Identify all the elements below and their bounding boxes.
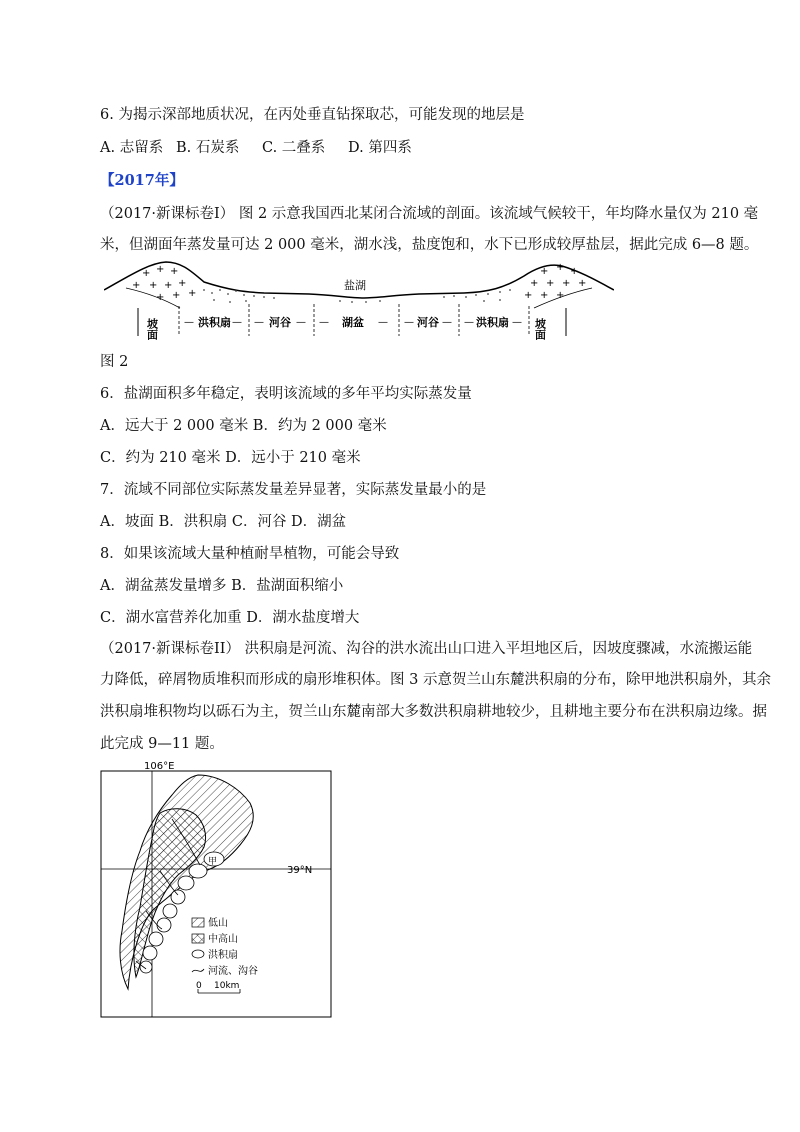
longitude-label: 106°E: [144, 761, 175, 772]
passage2-line4: 此完成 9—11 题。: [100, 736, 224, 752]
segment-label: 洪积扇: [476, 316, 509, 329]
segment-label: 坡面: [145, 318, 159, 340]
svg-text:+: +: [170, 266, 179, 277]
legend-alluvial-fan: 洪积扇: [208, 950, 238, 961]
svg-text:—: —: [464, 317, 474, 328]
svg-text:+: +: [556, 262, 565, 273]
section-header: 【2017年】: [100, 172, 184, 189]
question-8-stem: 8．如果该流域大量种植耐旱植物，可能会导致: [100, 546, 400, 562]
passage2-line3: 洪积扇堆积物均以砾石为主，贺兰山东麓南部大多数洪积扇耕地较少，且耕地主要分布在洪积扇边缘。据: [100, 704, 767, 720]
question-8-options-1: A．湖盆蒸发量增多 B．盐湖面积缩小: [100, 578, 344, 594]
scale-zero: 0: [196, 981, 202, 991]
question-6b-stem: 6．盐湖面积多年稳定，表明该流域的多年平均实际蒸发量: [100, 386, 472, 402]
svg-text:+: +: [530, 278, 539, 289]
legend-low-mountain: 低山: [208, 918, 228, 929]
option-a: A. 志留系: [100, 140, 164, 156]
latitude-label: 39°N: [287, 865, 313, 876]
question-7-stem: 7．流域不同部位实际蒸发量差异显著，实际蒸发量最小的是: [100, 482, 487, 498]
passage2-line2: 力降低，碎屑物质堆积而形成的扇形堆积体。图 3 示意贺兰山东麓洪积扇的分布，除甲地洪积扇外，其余: [100, 672, 771, 688]
segment-label: 湖盆: [342, 316, 364, 329]
place-jia: 甲: [208, 857, 218, 867]
svg-text:—: —: [512, 317, 522, 328]
passage2-line1: （2017·新课标卷II） 洪积扇是河流、沟谷的洪水流出山口进入平坦地区后，因坡度骤减，水流搬运能: [100, 641, 753, 657]
bedrock-pattern-right: [524, 262, 586, 301]
scale-distance: 10km: [214, 981, 240, 991]
svg-text:+: +: [546, 278, 555, 289]
svg-text:+: +: [178, 278, 187, 289]
segment-label: 河谷: [269, 316, 291, 329]
svg-text:+: +: [142, 268, 151, 279]
svg-text:+: +: [172, 290, 181, 301]
svg-text:+: +: [570, 266, 579, 277]
question-6b-options-1: A．远大于 2 000 毫米 B．约为 2 000 毫米: [100, 418, 387, 434]
question-8-options-2: C．湖水富营养化加重 D．湖水盐度增大: [100, 610, 360, 626]
question-6b-options-2: C．约为 210 毫米 D．远小于 210 毫米: [100, 450, 361, 466]
passage1-line1: （2017·新课标卷I） 图 2 示意我国西北某闭合流域的剖面。该流域气候较干，年均降水量仅为 210 毫: [100, 206, 759, 222]
svg-text:+: +: [156, 264, 165, 275]
legend-river-gully: 河流、沟谷: [208, 966, 258, 977]
svg-text:+: +: [149, 280, 158, 291]
svg-text:+: +: [540, 266, 549, 277]
question-6a-options: [100, 136, 412, 157]
option-c: C. 二叠系: [262, 140, 326, 156]
svg-text:+: +: [540, 290, 549, 301]
svg-text:—: —: [319, 317, 329, 328]
svg-text:—: —: [296, 317, 306, 328]
svg-text:+: +: [188, 288, 197, 299]
svg-text:+: +: [156, 292, 165, 303]
figure-2-cross-section: [104, 260, 614, 340]
passage1-line2: 米，但湖面年蒸发量可达 2 000 毫米，湖水浅，盐度饱和，水下已形成较厚盐层，据此完成 6—8 题。: [100, 237, 759, 253]
svg-text:+: +: [556, 290, 565, 301]
svg-text:+: +: [524, 290, 533, 301]
svg-text:—: —: [404, 317, 414, 328]
legend-mid-high-mountain: 中高山: [208, 934, 238, 945]
segment-label: 坡面: [533, 318, 547, 340]
option-d: D. 第四系: [348, 140, 412, 156]
svg-text:+: +: [164, 280, 173, 291]
segment-label: 洪积扇: [198, 316, 231, 329]
figure-3-map: [100, 761, 340, 1019]
svg-text:+: +: [578, 278, 587, 289]
svg-text:—: —: [184, 317, 194, 328]
question-6a-stem: 6. 为揭示深部地质状况，在丙处垂直钻探取芯，可能发现的地层是: [100, 107, 525, 123]
svg-text:—: —: [254, 317, 264, 328]
svg-text:—: —: [442, 317, 452, 328]
salt-lake-label: 盐湖: [344, 279, 366, 292]
svg-text:+: +: [132, 280, 141, 291]
option-b: B. 石炭系: [176, 140, 240, 156]
segment-label: 河谷: [417, 316, 439, 329]
bedrock-pattern-left: [132, 264, 196, 303]
figure-2-caption: 图 2: [100, 354, 129, 370]
svg-text:—: —: [232, 317, 242, 328]
question-7-options: A．坡面 B．洪积扇 C．河谷 D．湖盆: [100, 514, 347, 530]
svg-text:+: +: [562, 278, 571, 289]
svg-text:—: —: [378, 317, 388, 328]
